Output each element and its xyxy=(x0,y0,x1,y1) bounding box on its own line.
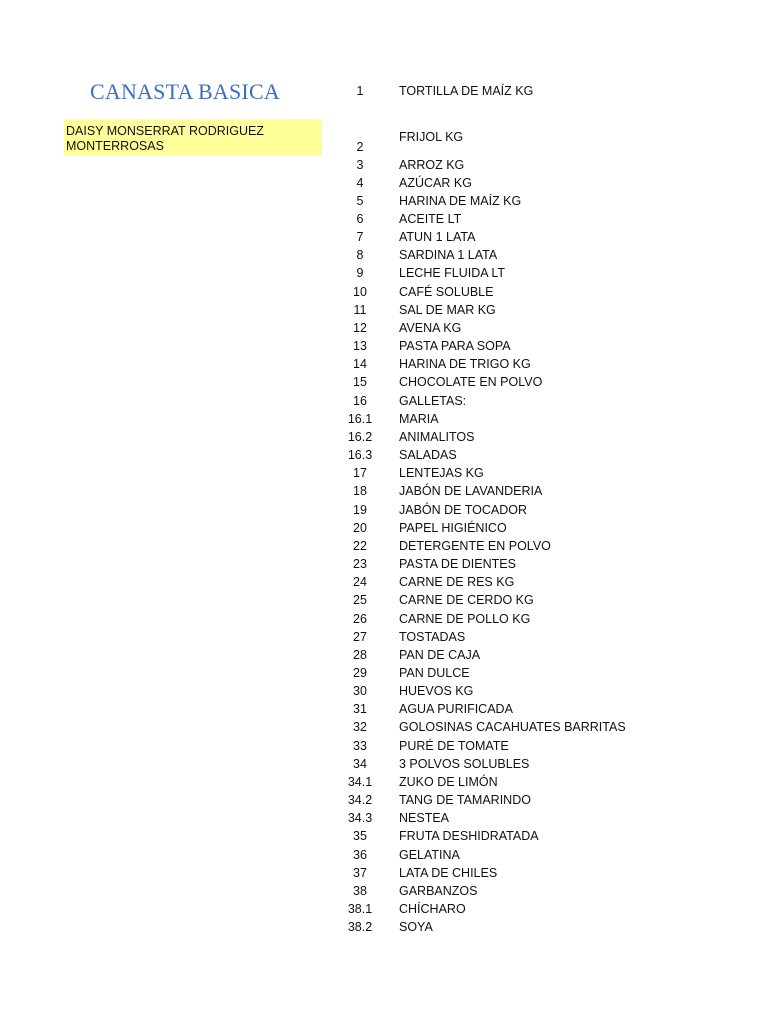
item-number: 16.2 xyxy=(347,429,373,444)
list-item xyxy=(0,319,768,337)
item-name: DETERGENTE EN POLVO xyxy=(399,538,551,553)
list-item xyxy=(0,519,768,537)
list-item xyxy=(0,737,768,755)
list-item xyxy=(0,264,768,282)
item-number: 38 xyxy=(353,883,367,898)
item-number: 9 xyxy=(356,266,364,281)
item-number: 15 xyxy=(353,375,367,390)
item-number: 1 xyxy=(356,84,364,98)
item-number: 4 xyxy=(356,175,364,190)
list-item xyxy=(0,573,768,591)
item-name: PAPEL HIGIÉNICO xyxy=(399,520,507,535)
item-number: 24 xyxy=(353,575,367,590)
item-number: 38.2 xyxy=(347,920,373,935)
item-number: 16.1 xyxy=(347,411,373,426)
item-name: GALLETAS: xyxy=(399,393,467,408)
item-number: 20 xyxy=(353,520,367,535)
item-number: 16.3 xyxy=(347,448,373,463)
list-item xyxy=(0,192,768,210)
list-item xyxy=(0,718,768,736)
item-number: 34.3 xyxy=(347,811,373,826)
item-name: LECHE FLUIDA LT xyxy=(399,266,506,281)
item-number: 31 xyxy=(353,702,367,717)
list-item xyxy=(0,755,768,773)
item-number: 8 xyxy=(356,248,364,263)
item-name: HARINA DE TRIGO KG xyxy=(399,357,531,372)
item-name: CHÍCHARO xyxy=(399,902,466,917)
item-name: SOYA xyxy=(399,920,433,935)
list-item xyxy=(0,410,768,428)
list-item xyxy=(0,555,768,573)
item-name: GELATINA xyxy=(399,847,460,862)
item-number: 7 xyxy=(356,230,364,245)
list-item xyxy=(0,156,768,174)
list-item xyxy=(0,791,768,809)
list-item xyxy=(0,900,768,918)
list-item xyxy=(0,283,768,301)
list-item xyxy=(0,610,768,628)
list-item xyxy=(0,700,768,718)
item-name: FRIJOL KG xyxy=(399,130,464,144)
item-number: 38.1 xyxy=(347,902,373,917)
item-number: 5 xyxy=(356,193,364,208)
item-name: NESTEA xyxy=(399,811,450,826)
list-item xyxy=(0,373,768,391)
item-name: PASTA DE DIENTES xyxy=(399,557,516,572)
item-number: 33 xyxy=(353,738,367,753)
list-item xyxy=(0,809,768,827)
item-name: PURÉ DE TOMATE xyxy=(399,738,509,753)
item-number: 3 xyxy=(356,157,364,172)
item-name: AZÚCAR KG xyxy=(399,175,472,190)
item-name: FRUTA DESHIDRATADA xyxy=(399,829,539,844)
list-item xyxy=(0,773,768,791)
item-name: JABÓN DE TOCADOR xyxy=(399,502,528,517)
item-name: LATA DE CHILES xyxy=(399,865,498,880)
item-name: CARNE DE CERDO KG xyxy=(399,593,534,608)
item-number: 12 xyxy=(353,320,367,335)
item-number: 22 xyxy=(353,538,367,553)
item-name: TORTILLA DE MAÍZ KG xyxy=(399,84,534,98)
list-item xyxy=(0,646,768,664)
list-item xyxy=(0,301,768,319)
item-name: AGUA PURIFICADA xyxy=(399,702,513,717)
item-number: 11 xyxy=(353,302,367,317)
item-name: SALADAS xyxy=(399,448,457,463)
item-name: ARROZ KG xyxy=(399,157,465,172)
item-number: 19 xyxy=(353,502,367,517)
list-item xyxy=(0,591,768,609)
item-number: 29 xyxy=(353,665,367,680)
item-number: 34.1 xyxy=(347,774,373,789)
item-number: 34 xyxy=(353,756,367,771)
item-name: HUEVOS KG xyxy=(399,684,474,699)
list-item xyxy=(0,246,768,264)
item-name: ANIMALITOS xyxy=(399,429,475,444)
item-number: 18 xyxy=(353,484,367,499)
item-name: CHOCOLATE EN POLVO xyxy=(399,375,543,390)
list-item xyxy=(0,392,768,410)
list-item xyxy=(0,537,768,555)
item-name: SAL DE MAR KG xyxy=(399,302,496,317)
item-name: HARINA DE MAÍZ KG xyxy=(399,193,522,208)
item-number: 23 xyxy=(353,557,367,572)
author-name-line-1: DAISY MONSERRAT RODRIGUEZ xyxy=(66,124,264,138)
item-name: TANG DE TAMARINDO xyxy=(399,793,531,808)
item-name: LENTEJAS KG xyxy=(399,466,484,481)
author-name-line-2: MONTERROSAS xyxy=(66,138,164,153)
list-item xyxy=(0,337,768,355)
item-number: 27 xyxy=(353,629,367,644)
item-number: 28 xyxy=(353,647,367,662)
list-item xyxy=(0,628,768,646)
item-name: CARNE DE RES KG xyxy=(399,575,515,590)
item-name: MARIA xyxy=(399,411,439,426)
item-name: TOSTADAS xyxy=(399,629,466,644)
item-number: 32 xyxy=(353,720,367,735)
item-number: 25 xyxy=(353,593,367,608)
list-item xyxy=(0,682,768,700)
item-name: 3 POLVOS SOLUBLES xyxy=(399,756,530,771)
item-name: ZUKO DE LIMÓN xyxy=(399,774,498,789)
list-item xyxy=(0,482,768,500)
list-item xyxy=(0,355,768,373)
list-item xyxy=(0,128,768,154)
item-name: CARNE DE POLLO KG xyxy=(399,611,531,626)
item-name: PAN DULCE xyxy=(399,665,470,680)
item-name: ATUN 1 LATA xyxy=(399,230,476,245)
item-name: PASTA PARA SOPA xyxy=(399,339,511,354)
item-name: GARBANZOS xyxy=(399,883,478,898)
item-number: 36 xyxy=(353,847,367,862)
item-name: ACEITE LT xyxy=(399,211,462,226)
item-number: 2 xyxy=(356,140,364,154)
item-name: JABÓN DE LAVANDERIA xyxy=(399,484,543,499)
item-number: 35 xyxy=(353,829,367,844)
list-item xyxy=(0,82,768,100)
item-number: 14 xyxy=(353,357,367,372)
list-item xyxy=(0,446,768,464)
item-number: 10 xyxy=(353,284,367,299)
item-number: 17 xyxy=(353,466,367,481)
list-item xyxy=(0,228,768,246)
item-name: PAN DE CAJA xyxy=(399,647,481,662)
item-number: 16 xyxy=(353,393,367,408)
item-number: 30 xyxy=(353,684,367,699)
page-title: CANASTA BASICA xyxy=(90,79,280,104)
item-name: GOLOSINAS CACAHUATES BARRITAS xyxy=(399,720,626,735)
list-item xyxy=(0,864,768,882)
list-item xyxy=(0,210,768,228)
list-item xyxy=(0,428,768,446)
list-item xyxy=(0,846,768,864)
item-number: 34.2 xyxy=(347,793,373,808)
list-item xyxy=(0,664,768,682)
list-item xyxy=(0,464,768,482)
item-name: SARDINA 1 LATA xyxy=(399,248,498,263)
list-item xyxy=(0,882,768,900)
list-item xyxy=(0,918,768,936)
item-number: 13 xyxy=(353,339,367,354)
item-number: 26 xyxy=(353,611,367,626)
list-item xyxy=(0,174,768,192)
list-item xyxy=(0,827,768,845)
list-item xyxy=(0,501,768,519)
item-number: 37 xyxy=(353,865,367,880)
item-number: 6 xyxy=(356,211,364,226)
item-name: AVENA KG xyxy=(399,320,462,335)
item-name: CAFÉ SOLUBLE xyxy=(399,284,494,299)
